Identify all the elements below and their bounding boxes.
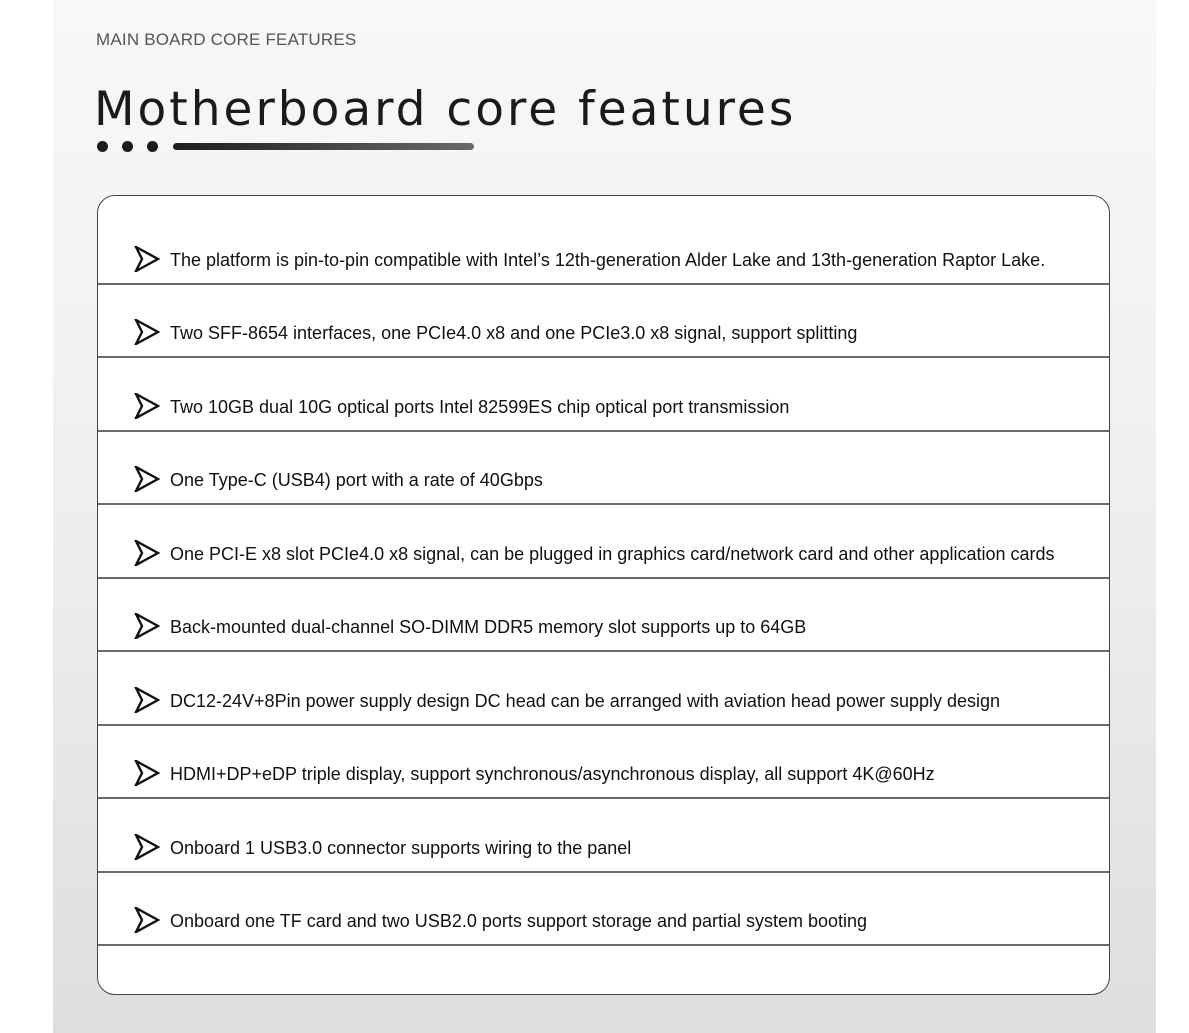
section-eyebrow: MAIN BOARD CORE FEATURES <box>96 30 357 49</box>
feature-text: Back-mounted dual-channel SO-DIMM DDR5 memory slot supports up to 64GB <box>170 617 807 637</box>
feature-row <box>98 212 1109 285</box>
feature-text: One PCI-E x8 slot PCIe4.0 x8 signal, can be plugged in graphics card/network card and other application cards <box>170 544 1055 564</box>
feature-text: Onboard 1 USB3.0 connector supports wiring to the panel <box>170 838 632 858</box>
arrow-right-icon <box>134 760 160 786</box>
feature-row <box>98 432 1109 505</box>
feature-row <box>98 653 1109 726</box>
feature-row <box>98 579 1109 652</box>
feature-row <box>98 873 1109 946</box>
feature-text: One Type-C (USB4) port with a rate of 40Gbps <box>170 470 543 490</box>
feature-text: DC12-24V+8Pin power supply design DC head can be arranged with aviation head power supply design <box>170 691 1001 711</box>
feature-row <box>98 800 1109 873</box>
arrow-right-icon <box>134 834 160 860</box>
arrow-right-icon <box>134 540 160 566</box>
feature-text: Two 10GB dual 10G optical ports Intel 82599ES chip optical port transmission <box>170 397 790 417</box>
arrow-right-icon <box>134 613 160 639</box>
decoration-bar <box>173 143 474 150</box>
title-divider-decoration <box>97 140 477 154</box>
feature-text: Onboard one TF card and two USB2.0 ports support storage and partial system booting <box>170 911 868 931</box>
arrow-right-icon <box>134 393 160 419</box>
feature-row <box>98 506 1109 579</box>
feature-row <box>98 359 1109 432</box>
feature-row <box>98 285 1109 358</box>
arrow-right-icon <box>134 907 160 933</box>
arrow-right-icon <box>134 246 160 272</box>
feature-text: HDMI+DP+eDP triple display, support synchronous/asynchronous display, all support 4K@60Hz <box>170 764 935 784</box>
page-title: Motherboard core features <box>94 82 797 137</box>
feature-text: Two SFF-8654 interfaces, one PCIe4.0 x8 and one PCIe3.0 x8 signal, support splitting <box>170 323 858 343</box>
feature-row <box>98 726 1109 799</box>
features-card <box>97 195 1110 995</box>
arrow-right-icon <box>134 466 160 492</box>
decoration-dot <box>122 141 133 152</box>
decoration-dot <box>147 141 158 152</box>
arrow-right-icon <box>134 687 160 713</box>
arrow-right-icon <box>134 319 160 345</box>
decoration-dot <box>97 141 108 152</box>
feature-text: The platform is pin-to-pin compatible with Intel’s 12th-generation Alder Lake and 13th-generation Raptor Lake. <box>170 250 1046 270</box>
